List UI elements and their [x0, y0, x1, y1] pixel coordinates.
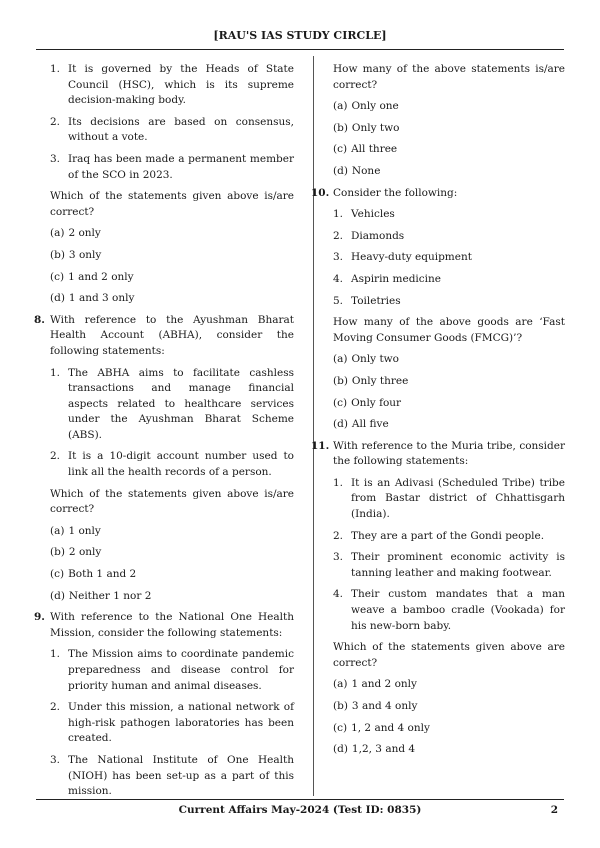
- statement: 2. It is a 10-digit account number used to link all the health records of a person.: [50, 450, 294, 479]
- answer-option[interactable]: (c) Both 1 and 2: [50, 568, 137, 581]
- answer-option[interactable]: (b) Only two: [333, 121, 400, 134]
- statement: 5. Toiletries: [333, 294, 401, 307]
- question-stem: With reference to the Ayushman Bharat Health Account (ABHA), consider the following statements:: [50, 313, 294, 357]
- footer-text: Current Affairs May-2024 (Test ID: 0835): [178, 804, 422, 816]
- question-stem: Consider the following:: [333, 186, 458, 199]
- question-prompt: How many of the above statements is/are correct?: [333, 63, 565, 91]
- question-number: 8.: [34, 313, 45, 326]
- question-9: [34, 610, 294, 800]
- question-7-continued: [50, 62, 294, 307]
- question-9-continued: [333, 62, 565, 180]
- question-prompt: Which of the statements given above are correct?: [333, 641, 565, 669]
- header-title: [RAU'S IAS STUDY CIRCLE]: [213, 29, 387, 42]
- answer-option[interactable]: (d) 1 and 3 only: [50, 292, 135, 305]
- question-number: 10.: [311, 186, 330, 199]
- answer-option[interactable]: (b) 3 only: [50, 248, 102, 261]
- statement: 1. Vehicles: [333, 208, 395, 221]
- answer-option[interactable]: (b) 3 and 4 only: [333, 700, 418, 712]
- statement: 4. Their custom mandates that a man weave a bamboo cradle (Vookada) for his new-born baby.: [333, 588, 565, 632]
- column-divider: [313, 56, 314, 796]
- question-11: [311, 439, 565, 758]
- answer-option[interactable]: (c) Only four: [333, 396, 402, 409]
- statement: 1. It is an Adivasi (Scheduled Tribe) tribe from Bastar district of Chhattisgarh (India).: [333, 476, 565, 521]
- answer-option[interactable]: (b) Only three: [333, 374, 409, 387]
- statement: 2. Diamonds: [333, 229, 405, 242]
- question-number: 9.: [34, 611, 45, 624]
- statement: 2. Its decisions are based on consensus, without a vote.: [50, 115, 294, 144]
- page-footer: [36, 802, 564, 820]
- answer-option[interactable]: (c) 1 and 2 only: [50, 270, 134, 283]
- page-header: [36, 28, 564, 50]
- answer-option[interactable]: (a) Only one: [333, 100, 399, 113]
- answer-option[interactable]: (c) 1, 2 and 4 only: [333, 721, 430, 734]
- answer-option[interactable]: (d) 1,2, 3 and 4: [333, 743, 416, 756]
- answer-option[interactable]: (a) 2 only: [50, 227, 101, 240]
- answer-option[interactable]: (a) 1 and 2 only: [333, 678, 417, 691]
- question-8: [34, 313, 294, 605]
- question-prompt: Which of the statements given above is/are correct?: [50, 190, 294, 218]
- question-stem: With reference to the Muria tribe, consider the following statements:: [333, 439, 565, 468]
- statement: 2. Under this mission, a national network of high-risk pathogen laboratories has been created.: [50, 701, 294, 745]
- statement: 1. The Mission aims to coordinate pandemic preparedness and disease control for priority human and animal diseases.: [50, 648, 294, 692]
- statement: 3. Heavy-duty equipment: [333, 251, 472, 264]
- statement: 4. Aspirin medicine: [333, 272, 441, 285]
- statement: 3. Their prominent economic activity is tanning leather and making footwear.: [333, 551, 565, 579]
- right-column: [311, 62, 565, 764]
- answer-option[interactable]: (a) 1 only: [50, 524, 101, 537]
- statement: 3. The National Institute of One Health (NIOH) has been set-up as a part of this mission.: [50, 753, 294, 798]
- answer-option[interactable]: (a) Only two: [333, 353, 399, 366]
- page-number: 2: [550, 804, 558, 816]
- answer-option[interactable]: (d) All five: [333, 418, 389, 431]
- left-column: [34, 62, 294, 806]
- answer-option[interactable]: (b) 2 only: [50, 546, 102, 559]
- question-number: 11.: [311, 439, 330, 452]
- footer-rule: [36, 799, 564, 800]
- question-prompt: How many of the above goods are ‘Fast Moving Consumer Goods (FMCG)’?: [333, 316, 565, 344]
- answer-option[interactable]: (d) Neither 1 nor 2: [50, 589, 152, 602]
- question-10: [311, 186, 565, 433]
- question-prompt: Which of the statements given above is/are correct?: [50, 487, 294, 516]
- statement: 1. It is governed by the Heads of State Council (HSC), which is its supreme decision-making body.: [50, 63, 294, 107]
- answer-option[interactable]: (d) None: [333, 164, 381, 177]
- answer-option[interactable]: (c) All three: [333, 143, 398, 156]
- statement: 2. They are a part of the Gondi people.: [333, 529, 545, 542]
- question-stem: With reference to the National One Health Mission, consider the following statements:: [50, 611, 294, 639]
- statement: 1. The ABHA aims to facilitate cashless transactions and manage financial aspects related to healthcare services under the Ayushman Bharat Scheme (ABS).: [50, 366, 294, 441]
- statement: 3. Iraq has been made a permanent member of the SCO in 2023.: [50, 152, 294, 181]
